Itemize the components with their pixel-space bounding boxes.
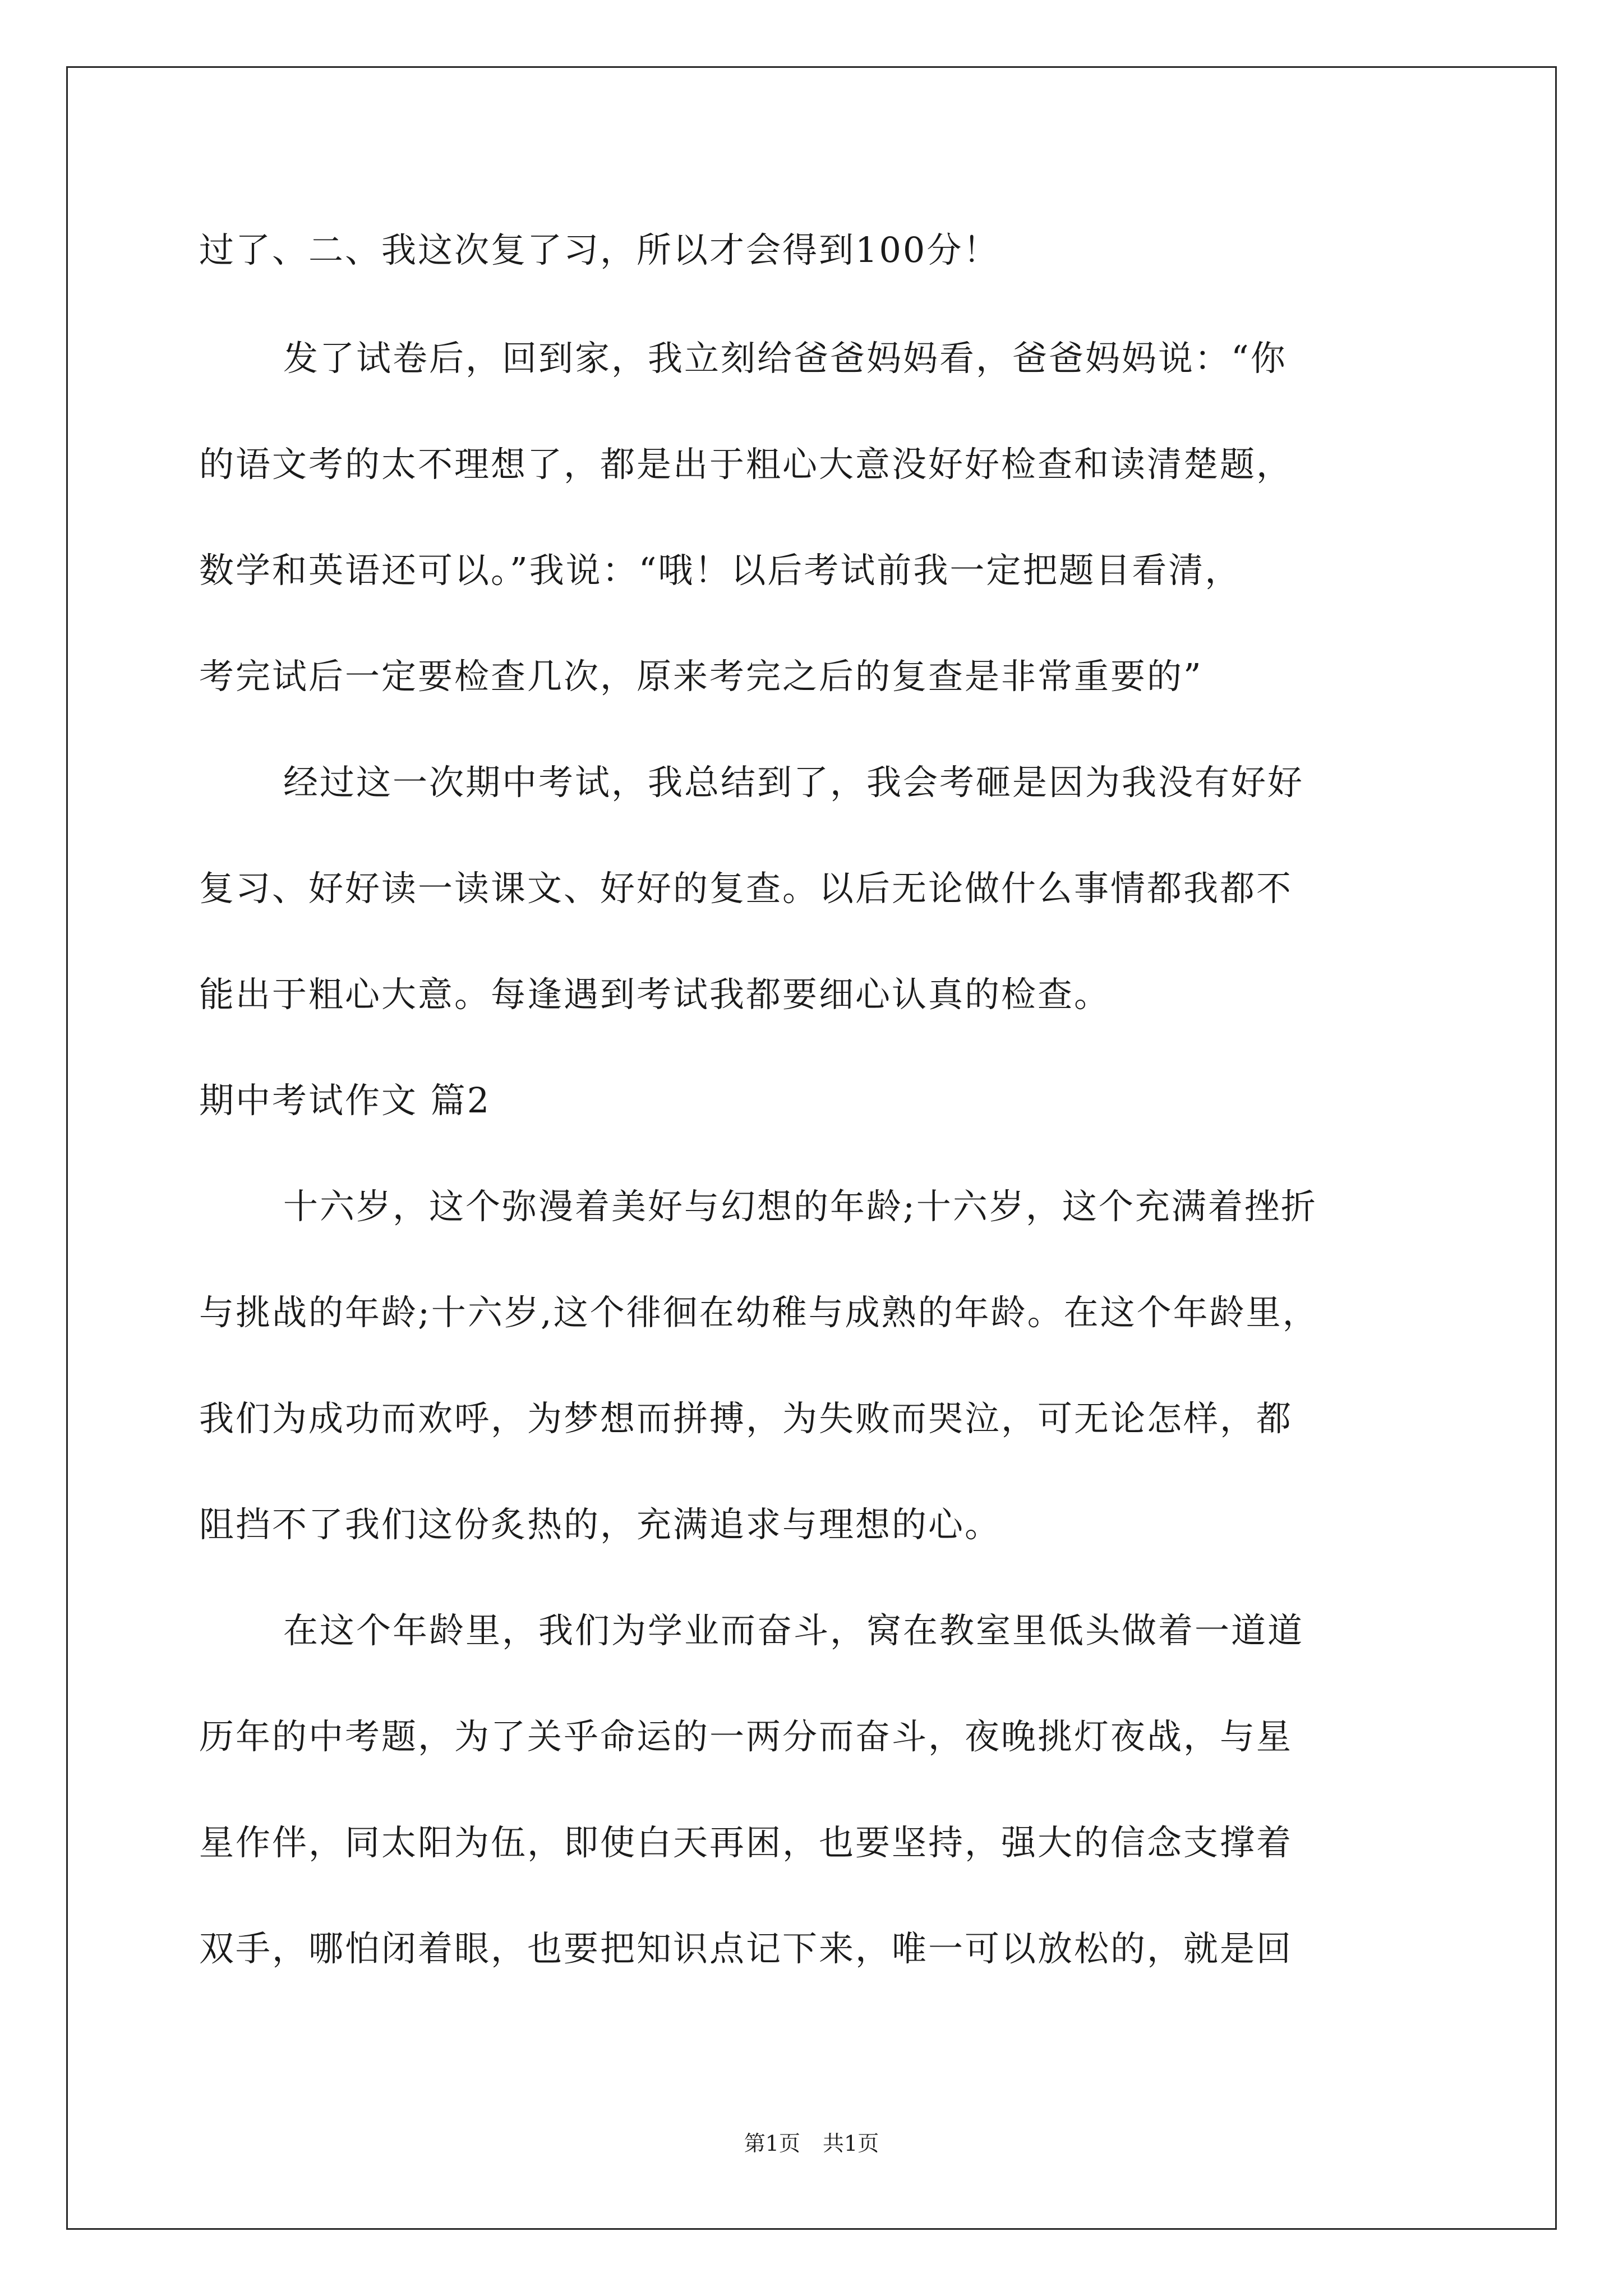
page-total-label: 共1页	[823, 2131, 879, 2156]
page-current-label: 第1页	[744, 2131, 800, 2156]
text-line: 阻挡不了我们这份炙热的，充满追求与理想的心。	[199, 1504, 1002, 1545]
paragraph-start-line: 十六岁，这个弥漫着美好与幻想的年龄;十六岁，这个充满着挫折	[283, 1186, 1317, 1227]
section-heading: 期中考试作文 篇2	[199, 1080, 491, 1121]
text-line: 能出于粗心大意。每逢遇到考试我都要细心认真的检查。	[199, 974, 1111, 1015]
text-line: 复习、好好读一读课文、好好的复查。以后无论做什么事情都我都不	[199, 868, 1293, 909]
text-line: 双手，哪怕闭着眼，也要把知识点记下来，唯一可以放松的，就是回	[199, 1928, 1293, 1969]
paragraph-start-line: 发了试卷后，回到家，我立刻给爸爸妈妈看，爸爸妈妈说：“你	[283, 338, 1287, 379]
text-line: 我们为成功而欢呼，为梦想而拼搏，为失败而哭泣，可无论怎样，都	[199, 1398, 1293, 1439]
paragraph-start-line: 经过这一次期中考试，我总结到了，我会考砸是因为我没有好好	[283, 762, 1304, 803]
text-line: 数学和英语还可以。”我说：“哦！以后考试前我一定把题目看清，	[199, 550, 1242, 591]
text-line: 历年的中考题，为了关乎命运的一两分而奋斗，夜晚挑灯夜战，与星	[199, 1716, 1293, 1757]
text-line: 星作伴，同太阳为伍，即使白天再困，也要坚持，强大的信念支撑着	[199, 1822, 1293, 1863]
text-line: 考完试后一定要检查几次，原来考完之后的复查是非常重要的”	[199, 656, 1203, 697]
text-line: 与挑战的年龄;十六岁,这个徘徊在幼稚与成熟的年龄。在这个年龄里，	[199, 1292, 1319, 1333]
page-footer	[0, 2133, 1623, 2154]
page-border	[66, 66, 1557, 2230]
text-line: 过了、二、我这次复了习，所以才会得到100分！	[199, 229, 1000, 270]
text-line: 的语文考的太不理想了，都是出于粗心大意没好好检查和读清楚题，	[199, 444, 1293, 485]
paragraph-start-line: 在这个年龄里，我们为学业而奋斗，窝在教室里低头做着一道道	[283, 1610, 1304, 1651]
